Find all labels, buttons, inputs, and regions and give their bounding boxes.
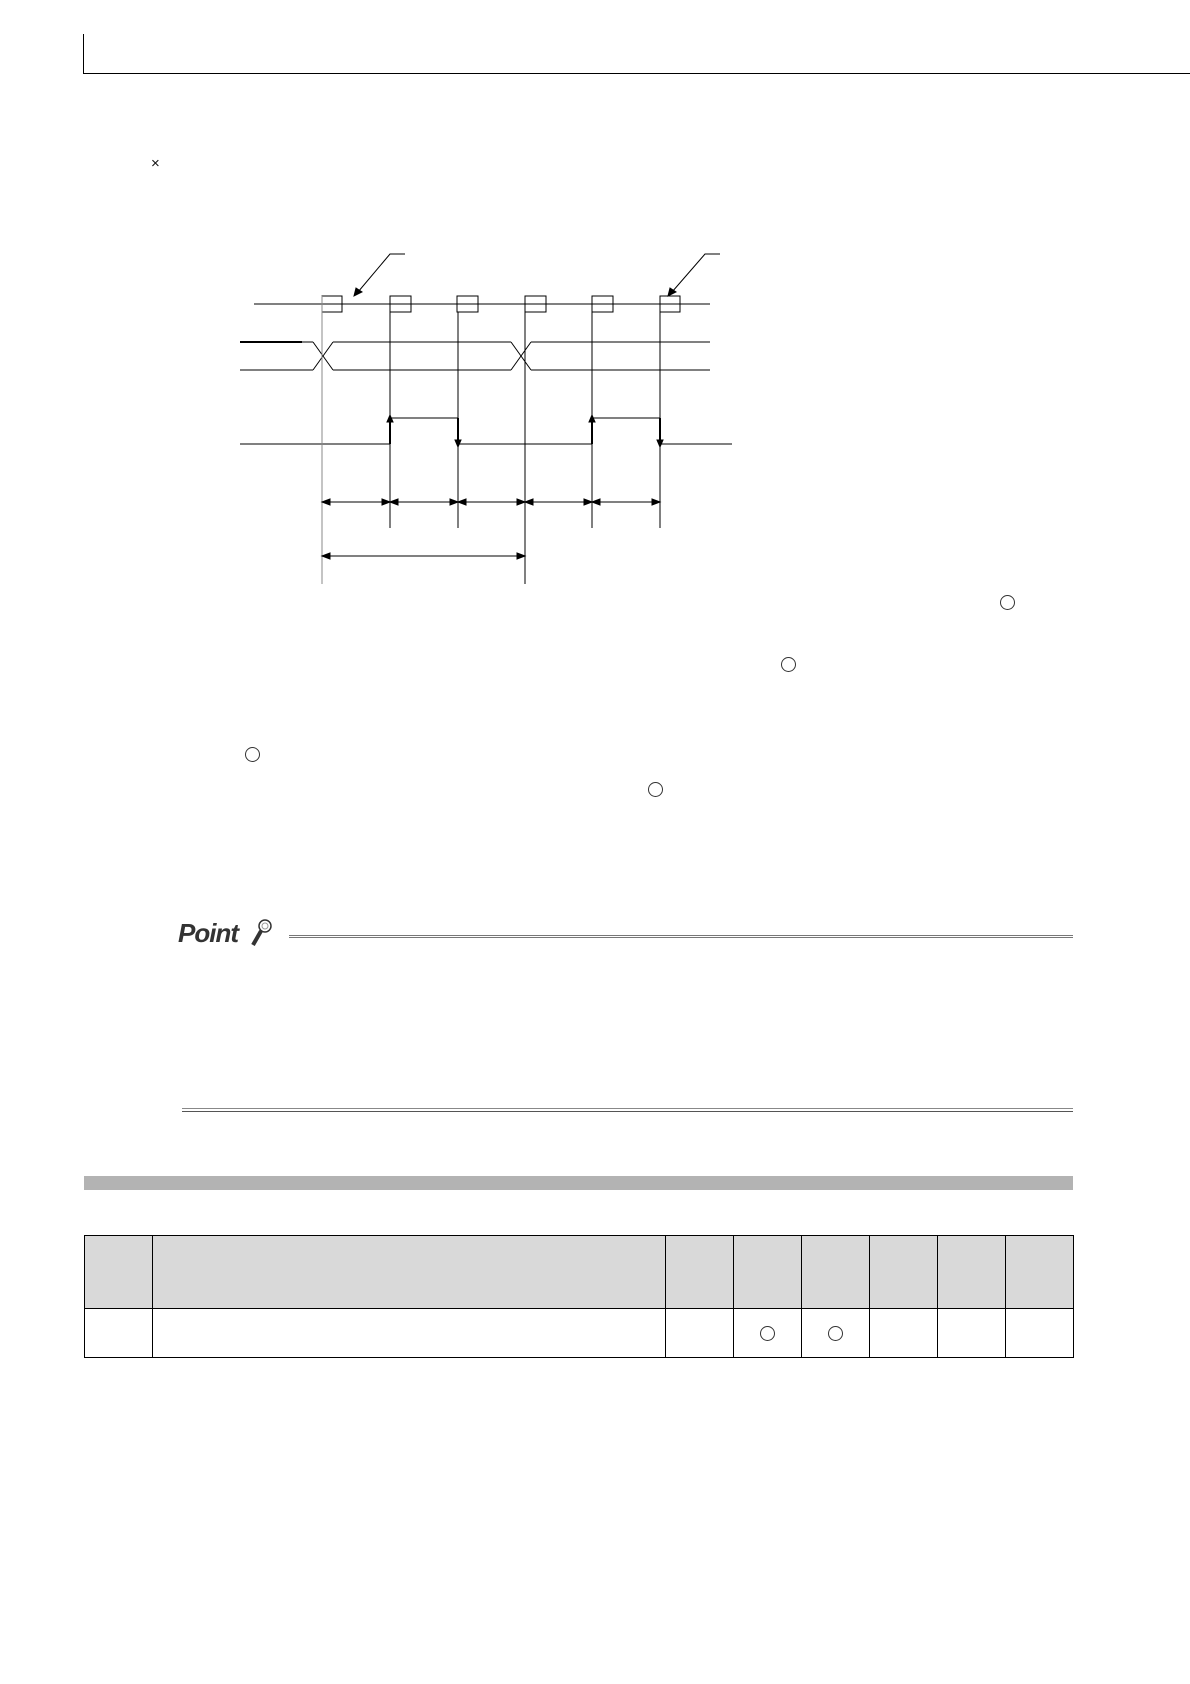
interval-arrows — [322, 499, 660, 559]
header-vertical-rule — [83, 34, 84, 74]
section-heading-bar — [84, 1176, 1073, 1190]
table-cell — [802, 1309, 870, 1358]
point-box-bottom-rule — [182, 1108, 1073, 1112]
table-header-cell — [666, 1236, 734, 1309]
spec-table — [84, 1235, 1074, 1358]
table-cell — [666, 1309, 734, 1358]
table-header-cell — [802, 1236, 870, 1309]
table-header-row — [85, 1236, 1074, 1309]
header-horizontal-rule — [83, 73, 1190, 74]
timing-diagram — [240, 248, 740, 588]
table-row — [85, 1309, 1074, 1358]
supported-circle-icon — [828, 1326, 843, 1341]
supported-circle-icon — [760, 1326, 775, 1341]
table-header-cell — [734, 1236, 802, 1309]
table-cell — [153, 1309, 666, 1358]
table-header-cell — [85, 1236, 153, 1309]
table-cell — [85, 1309, 153, 1358]
circled-number-marker — [1000, 595, 1015, 610]
point-box-top-rule — [289, 935, 1073, 938]
table-header-cell — [870, 1236, 938, 1309]
point-logo: Point — [178, 918, 278, 954]
multiplication-mark: × — [151, 155, 160, 172]
circled-number-marker — [648, 782, 663, 797]
table-header-cell — [153, 1236, 666, 1309]
table-cell — [1006, 1309, 1074, 1358]
table-header-cell — [1006, 1236, 1074, 1309]
table-cell — [870, 1309, 938, 1358]
circled-number-marker — [245, 747, 260, 762]
table-cell — [938, 1309, 1006, 1358]
table-cell — [734, 1309, 802, 1358]
circled-number-marker — [781, 657, 796, 672]
magnifier-icon — [250, 918, 274, 948]
table-header-cell — [938, 1236, 1006, 1309]
